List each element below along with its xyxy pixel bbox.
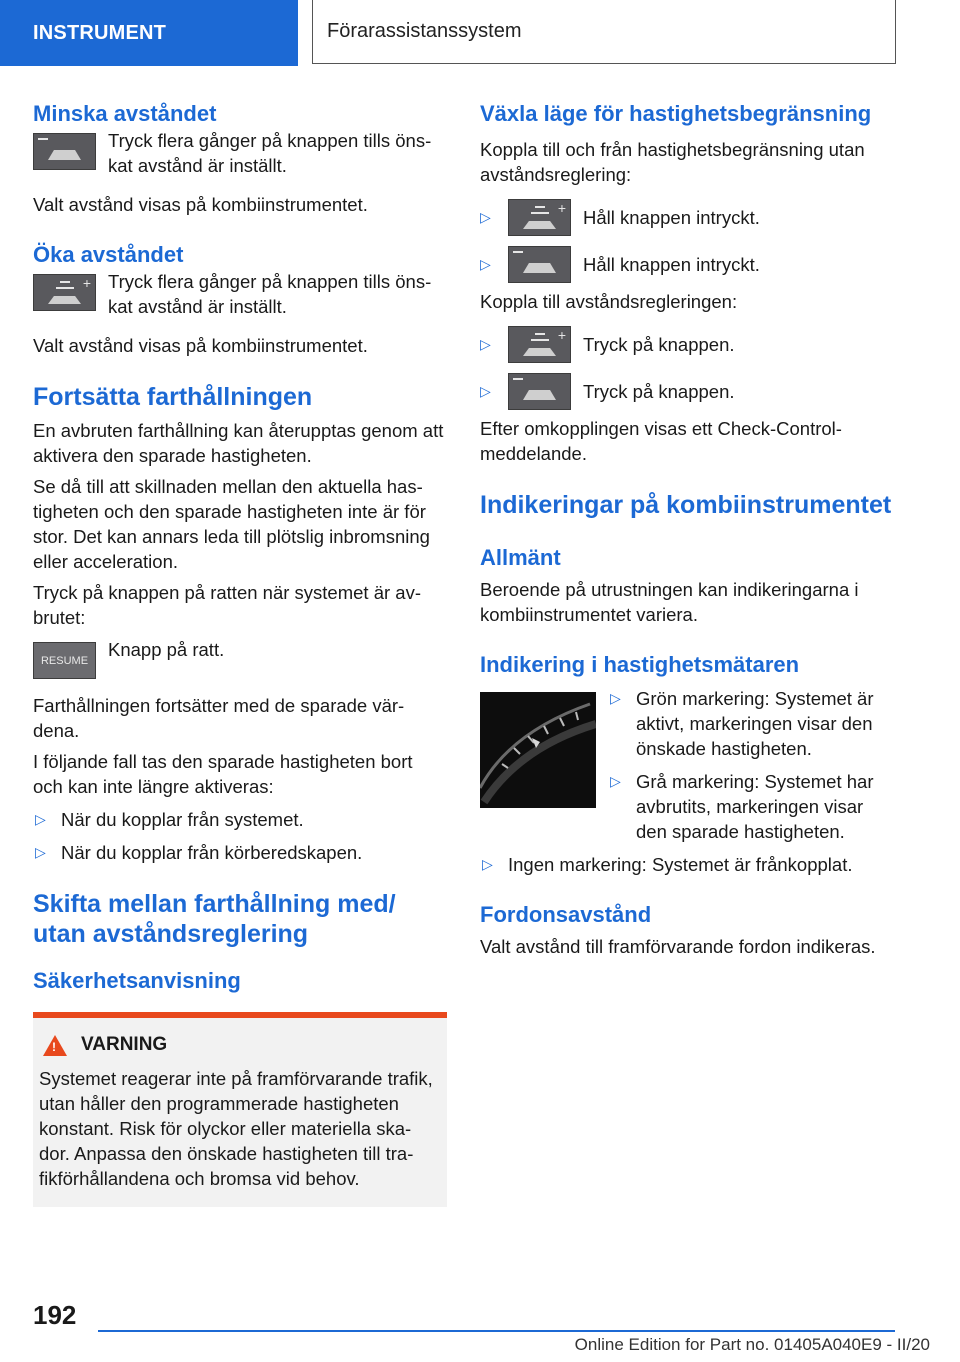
- triangle-right-icon: ▷: [35, 844, 46, 860]
- oka-text: Tryck flera gånger på knappen tills öns-kat avstånd är inställt.: [108, 271, 432, 317]
- triangle-right-icon: ▷: [480, 336, 491, 352]
- footer-edition: Online Edition for Part no. 01405A040E9 - II/20: [574, 1335, 930, 1354]
- minska-row: [33, 130, 447, 178]
- heading-indikeringar: Indikeringar på kombiinstrumentet: [480, 491, 892, 519]
- triangle-right-icon: ▷: [480, 209, 491, 225]
- press-row-2: [480, 373, 894, 410]
- road-graphic: [523, 263, 556, 273]
- oka-row: [33, 271, 447, 319]
- distance-increase-icon: [508, 326, 571, 363]
- vaxla-p1: Koppla till och från hastighetsbegränsning utan avståndsreglering:: [480, 139, 865, 185]
- fortsatta-p3: Tryck på knappen på ratten när systemet är av-brutet:: [33, 582, 421, 628]
- warning-text: Systemet reagerar inte på framförvarande trafik, utan håller den programmerade hastigheten konstant. Risk för olyckor eller materiella ska-dor. Anpassa den önskade hastigheten till tra-fikförhållandena och bromsa vid behov.: [39, 1068, 433, 1189]
- heading-fordonsavstand: Fordonsavstånd: [480, 902, 652, 927]
- heading-vaxla: Växla läge för hastighetsbegränsning: [480, 101, 872, 126]
- warning-triangle-icon: !: [43, 1035, 67, 1056]
- allmant-text: Beroende på utrustningen kan indikeringarna i kombiinstrumentet variera.: [480, 579, 859, 625]
- distance-decrease-icon: [508, 373, 571, 410]
- resume-button-icon: RESUME: [33, 642, 96, 679]
- list-item-text: När du kopplar från systemet.: [61, 809, 304, 830]
- list-item-text: Grå markering: Systemet har avbrutits, markeringen visar den sparade hastigheten.: [636, 771, 874, 842]
- distance-decrease-icon: [508, 246, 571, 283]
- hold-text-2: Håll knappen intryckt.: [583, 254, 760, 275]
- bullet-list: [33, 807, 447, 865]
- press-text-2: Tryck på knappen.: [583, 381, 735, 402]
- fortsatta-p2: Se då till att skillnaden mellan den aktuella has-tigheten och den sparade hastigheten inte är för stor. Det kan annars leda till plötslig inbromsning eller acceleration.: [33, 476, 430, 572]
- speedometer-row: [480, 688, 894, 844]
- fortsatta-p4: Farthållningen fortsätter med de sparade vär-dena.: [33, 695, 405, 741]
- triangle-right-icon: ▷: [610, 690, 621, 706]
- road-graphic: [523, 390, 556, 400]
- triangle-right-icon: ▷: [480, 256, 491, 272]
- list-item: [608, 769, 894, 844]
- left-column: [33, 100, 447, 1207]
- bar-line: [531, 212, 549, 214]
- distance-increase-icon: [508, 199, 571, 236]
- bar-line: [535, 333, 545, 335]
- fortsatta-p1: En avbruten farthållning kan återupptas genom att aktivera den sparade hastigheten.: [33, 420, 444, 466]
- warning-header: [39, 1034, 441, 1056]
- list-item: [608, 686, 894, 761]
- bar-line: [531, 339, 549, 341]
- minus-mark: [38, 138, 48, 140]
- press-text-1: Tryck på knappen.: [583, 334, 735, 355]
- heading-sakerhet: Säkerhetsanvisning: [33, 968, 241, 993]
- triangle-right-icon: ▷: [480, 383, 491, 399]
- road-graphic: [48, 150, 81, 160]
- triangle-right-icon: ▷: [482, 856, 493, 872]
- press-row-1: [480, 326, 894, 363]
- speedometer-notes: [608, 688, 894, 844]
- ingen-list: [480, 852, 894, 877]
- speedometer-image: [480, 692, 596, 808]
- bar-line: [535, 206, 545, 208]
- list-item-text: När du kopplar från körberedskapen.: [61, 842, 363, 863]
- plus-mark: +: [557, 327, 566, 343]
- vaxla-p3: Efter omkopplingen visas ett Check-Control-meddelande.: [480, 418, 842, 464]
- plus-mark: +: [82, 275, 91, 291]
- road-graphic: [523, 348, 556, 356]
- heading-minska: Minska avståndet: [33, 101, 217, 126]
- distance-decrease-icon: [33, 133, 96, 170]
- section-tab: INSTRUMENT: [0, 0, 298, 66]
- triangle-right-icon: ▷: [35, 811, 46, 827]
- footer-rule: [98, 1330, 895, 1332]
- minus-mark: [513, 251, 523, 253]
- list-item: [480, 852, 894, 877]
- chapter-tab: Förarassistanssystem: [312, 0, 896, 64]
- resume-text: Knapp på ratt.: [108, 639, 225, 660]
- minska-text: Tryck flera gånger på knappen tills öns-kat avstånd är inställt.: [108, 130, 432, 176]
- warning-title: VARNING: [81, 1034, 168, 1055]
- minus-mark: [513, 378, 523, 380]
- list-item: [33, 840, 447, 865]
- bar-line: [56, 287, 74, 289]
- vaxla-p2: Koppla till avståndsregleringen:: [480, 291, 738, 312]
- plus-mark: +: [557, 200, 566, 216]
- list-item-text: Grön markering: Systemet är aktivt, markeringen visar den önskade hastigheten.: [636, 688, 874, 759]
- hold-row-1: [480, 199, 894, 236]
- heading-oka: Öka avståndet: [33, 242, 184, 267]
- distance-increase-icon: [33, 274, 96, 311]
- speedometer-graphic: [480, 692, 596, 808]
- bar-line: [60, 281, 70, 283]
- fortsatta-p5: I följande fall tas den sparade hastigheten bort och kan inte längre aktiveras:: [33, 751, 413, 797]
- road-graphic: [523, 221, 556, 229]
- road-graphic: [48, 296, 81, 304]
- fordon-text: Valt avstånd till framförvarande fordon indikeras.: [480, 936, 876, 957]
- minska-note: Valt avstånd visas på kombiinstrumentet.: [33, 194, 368, 215]
- resume-row: [33, 639, 447, 679]
- list-item: [33, 807, 447, 832]
- heading-allmant: Allmänt: [480, 545, 561, 570]
- heading-skifta: Skifta mellan farthållning med/ utan avståndsreglering: [33, 890, 396, 948]
- heading-hastighetsmataren: Indikering i hastighetsmätaren: [480, 652, 800, 677]
- hold-row-2: [480, 246, 894, 283]
- warning-box: [33, 1012, 447, 1207]
- page-number: 192: [33, 1300, 77, 1330]
- triangle-right-icon: ▷: [610, 773, 621, 789]
- heading-fortsatta: Fortsätta farthållningen: [33, 383, 313, 411]
- right-column: [480, 100, 894, 959]
- hold-text-1: Håll knappen intryckt.: [583, 207, 760, 228]
- oka-note: Valt avstånd visas på kombiinstrumentet.: [33, 335, 368, 356]
- list-item-text: Ingen markering: Systemet är frånkopplat.: [508, 854, 853, 875]
